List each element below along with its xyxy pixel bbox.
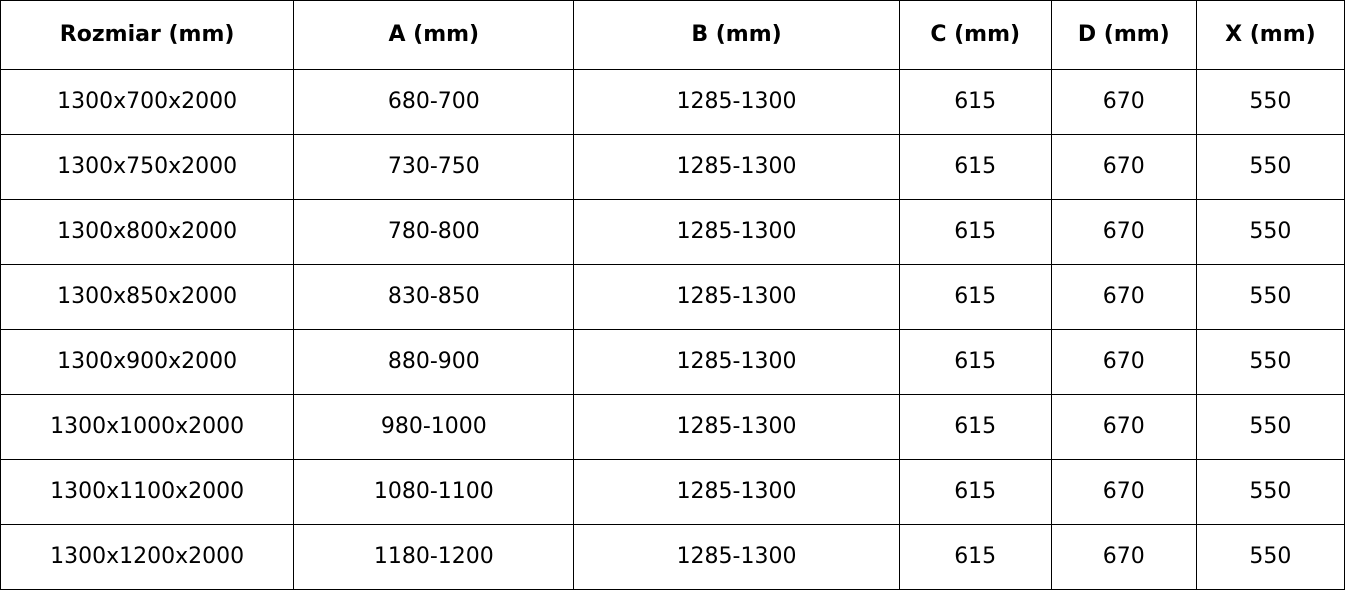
cell-d: 670 [1051,460,1196,525]
cell-a: 830-850 [294,265,574,330]
column-header-b: B (mm) [574,1,899,70]
cell-d: 670 [1051,70,1196,135]
cell-x: 550 [1196,135,1344,200]
table-row [1,460,1345,525]
cell-a: 880-900 [294,330,574,395]
cell-c: 615 [899,135,1051,200]
cell-b: 1285-1300 [574,330,899,395]
table-header [1,1,1345,70]
table-row [1,70,1345,135]
cell-a: 1180-1200 [294,525,574,590]
table-row [1,200,1345,265]
cell-x: 550 [1196,525,1344,590]
column-header-c: C (mm) [899,1,1051,70]
table-header-row [1,1,1345,70]
cell-x: 550 [1196,330,1344,395]
column-header-d: D (mm) [1051,1,1196,70]
column-header-x: X (mm) [1196,1,1344,70]
cell-d: 670 [1051,265,1196,330]
cell-c: 615 [899,70,1051,135]
cell-a: 1080-1100 [294,460,574,525]
cell-a: 780-800 [294,200,574,265]
cell-c: 615 [899,525,1051,590]
cell-x: 550 [1196,265,1344,330]
cell-size: 1300x900x2000 [1,330,294,395]
cell-c: 615 [899,330,1051,395]
table-row [1,330,1345,395]
cell-a: 680-700 [294,70,574,135]
cell-a: 980-1000 [294,395,574,460]
cell-b: 1285-1300 [574,395,899,460]
cell-d: 670 [1051,395,1196,460]
cell-b: 1285-1300 [574,70,899,135]
cell-b: 1285-1300 [574,525,899,590]
cell-a: 730-750 [294,135,574,200]
cell-c: 615 [899,265,1051,330]
table-row [1,135,1345,200]
cell-size: 1300x1000x2000 [1,395,294,460]
table-row [1,265,1345,330]
cell-b: 1285-1300 [574,265,899,330]
table-row [1,395,1345,460]
cell-size: 1300x700x2000 [1,70,294,135]
cell-size: 1300x800x2000 [1,200,294,265]
cell-d: 670 [1051,200,1196,265]
cell-x: 550 [1196,395,1344,460]
column-header-size: Rozmiar (mm) [1,1,294,70]
cell-b: 1285-1300 [574,200,899,265]
cell-x: 550 [1196,70,1344,135]
cell-x: 550 [1196,200,1344,265]
cell-x: 550 [1196,460,1344,525]
cell-size: 1300x1200x2000 [1,525,294,590]
column-header-a: A (mm) [294,1,574,70]
cell-d: 670 [1051,525,1196,590]
cell-d: 670 [1051,330,1196,395]
cell-b: 1285-1300 [574,135,899,200]
cell-c: 615 [899,395,1051,460]
cell-c: 615 [899,200,1051,265]
table-body [1,70,1345,590]
cell-size: 1300x850x2000 [1,265,294,330]
cell-c: 615 [899,460,1051,525]
cell-b: 1285-1300 [574,460,899,525]
cell-d: 670 [1051,135,1196,200]
table-row [1,525,1345,590]
cell-size: 1300x1100x2000 [1,460,294,525]
cell-size: 1300x750x2000 [1,135,294,200]
